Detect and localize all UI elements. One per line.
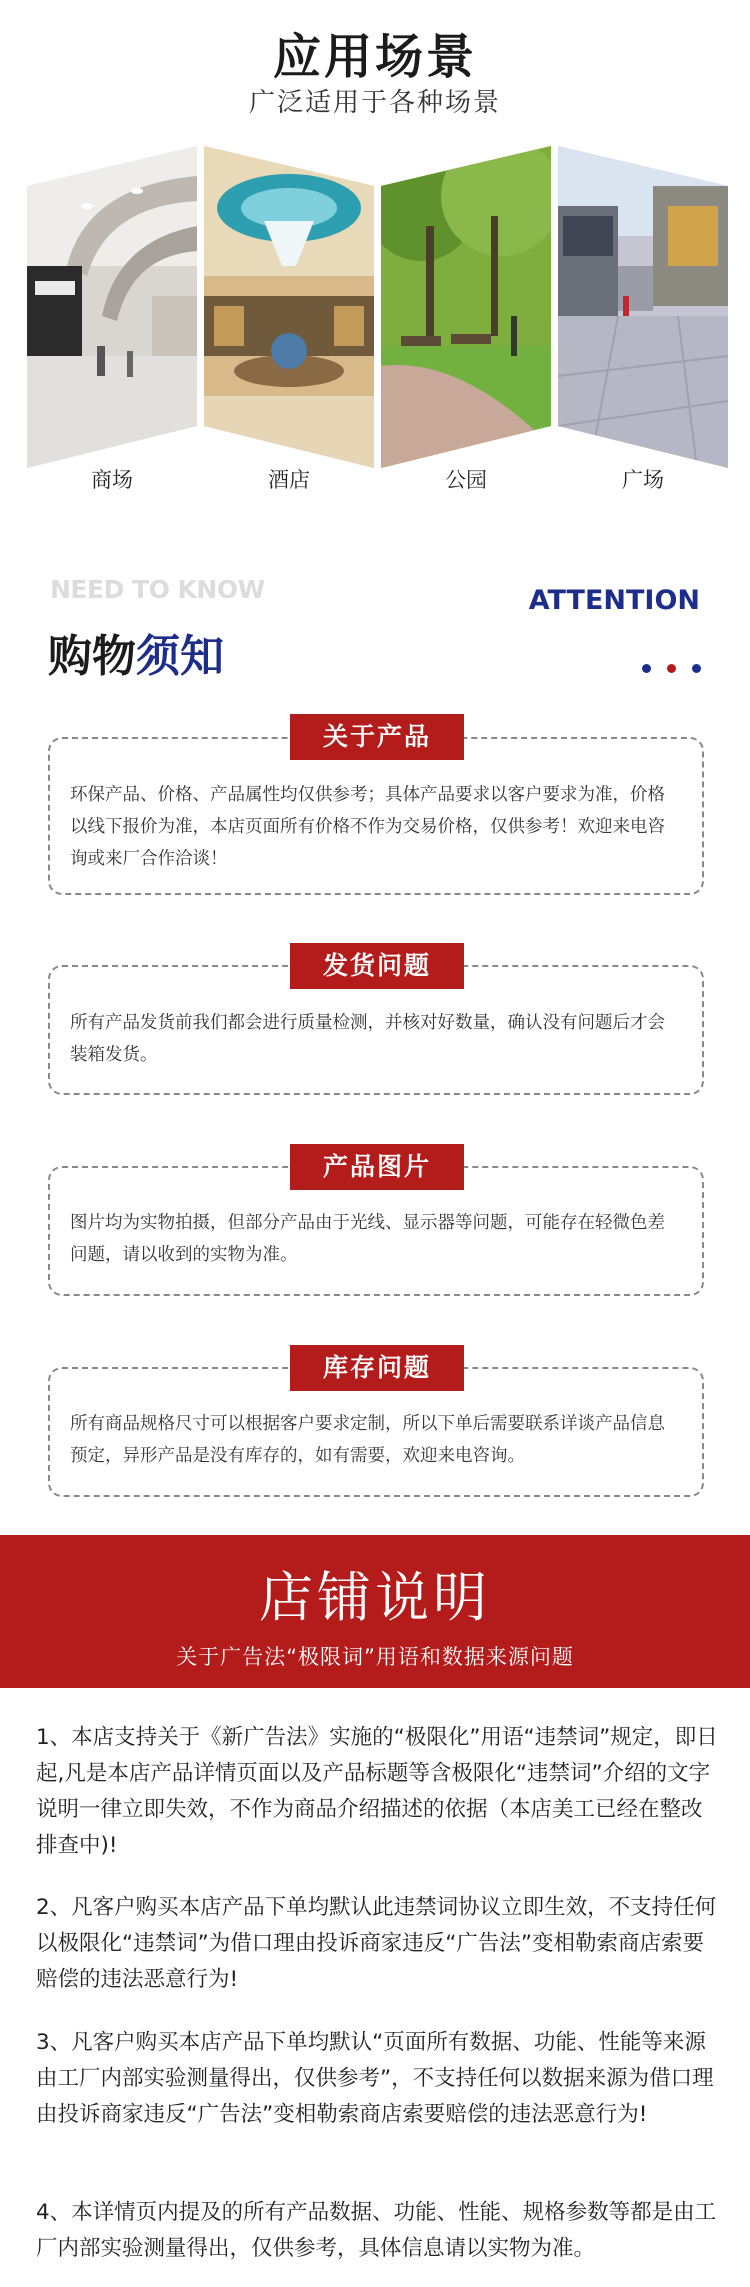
scene-label-square: 广场 (622, 468, 664, 492)
store-notice-subtitle: 关于广告法“极限词”用语和数据来源问题 (176, 1645, 574, 1669)
notice-tag-images: 产品图片 (290, 1144, 464, 1190)
store-paragraph-2: 2、凡客户购买本店产品下单均默认此违禁词协议立即生效，不支持任何以极限化“违禁词”为借口理由投诉商家违反“广告法”变相勒索商店索要赔偿的违法恶意行为! (36, 1895, 717, 1992)
attention-label: ATTENTION (528, 585, 700, 616)
shopping-notice-title (48, 620, 224, 684)
plaza-image (558, 146, 728, 476)
application-scenes-section (0, 0, 750, 520)
scene-label-hotel: 酒店 (268, 468, 310, 492)
notice-text-shipping: 所有产品发货前我们都会进行质量检测，并核对好数量，确认没有问题后才会装箱发货。 (70, 1013, 665, 1065)
dot-icon (667, 664, 676, 673)
scene-label-mall: 商场 (91, 468, 133, 492)
scene-card-mall (27, 146, 197, 492)
notice-text-stock: 所有商品规格尺寸可以根据客户要求定制，所以下单后需要联系详谈产品信息预定，异形产品是没有库存的，如有需要，欢迎来电咨询。 (70, 1414, 665, 1466)
park-image (381, 146, 551, 476)
notice-text-images: 图片均为实物拍摄，但部分产品由于光线、显示器等问题，可能存在轻微色差问题，请以收到的实物为准。 (70, 1213, 665, 1265)
hotel-lobby-image (204, 146, 374, 476)
notice-tag-stock: 库存问题 (290, 1345, 464, 1391)
scenes-subtitle: 广泛适用于各种场景 (248, 88, 501, 118)
notice-title-part-a: 购物 (48, 631, 136, 682)
scene-label-park: 公园 (445, 468, 487, 492)
need-to-know-eyebrow: NEED TO KNOW (50, 575, 265, 604)
scene-card-square (558, 146, 728, 492)
store-paragraph-3: 3、凡客户购买本店产品下单均默认“页面所有数据、功能、性能等来源由工厂内部实验测量得出，仅供参考”，不支持任何以数据来源为借口理由投诉商家违反“广告法”变相勒索商店索要赔偿的违法恶意行为! (36, 2030, 714, 2127)
scene-card-park (381, 146, 551, 492)
store-notice-banner (0, 1535, 750, 1688)
store-paragraph-4: 4、本详情页内提及的所有产品数据、功能、性能、规格参数等都是由工厂内部实验测量得出，仅供参考，具体信息请以实物为准。 (36, 2200, 717, 2261)
notice-text-product: 环保产品、价格、产品属性均仅供参考；具体产品要求以客户要求为准，价格以线下报价为准，本店页面所有价格不作为交易价格，仅供参考！欢迎来电咨询或来厂合作洽谈！ (70, 785, 665, 869)
notice-tag-product: 关于产品 (290, 714, 464, 760)
store-paragraph-1: 1、本店支持关于《新广告法》实施的“极限化”用语“违禁词”规定，即日起,凡是本店产品详情页面以及产品标题等含极限化“违禁词”介绍的文字说明一律立即失效，不作为商品介绍描述的依据（本店美工已经在整改排查中)! (36, 1725, 718, 1858)
shopping-mall-image (27, 146, 197, 476)
dot-icon (692, 664, 701, 673)
dot-icon (642, 664, 651, 673)
scenes-title: 应用场景 (272, 29, 477, 85)
store-notice-title: 店铺说明 (259, 1566, 491, 1629)
decorative-dots (642, 664, 704, 674)
notice-tag-shipping: 发货问题 (290, 943, 464, 989)
scene-card-hotel (204, 146, 374, 492)
notice-title-part-b: 须知 (136, 631, 224, 682)
